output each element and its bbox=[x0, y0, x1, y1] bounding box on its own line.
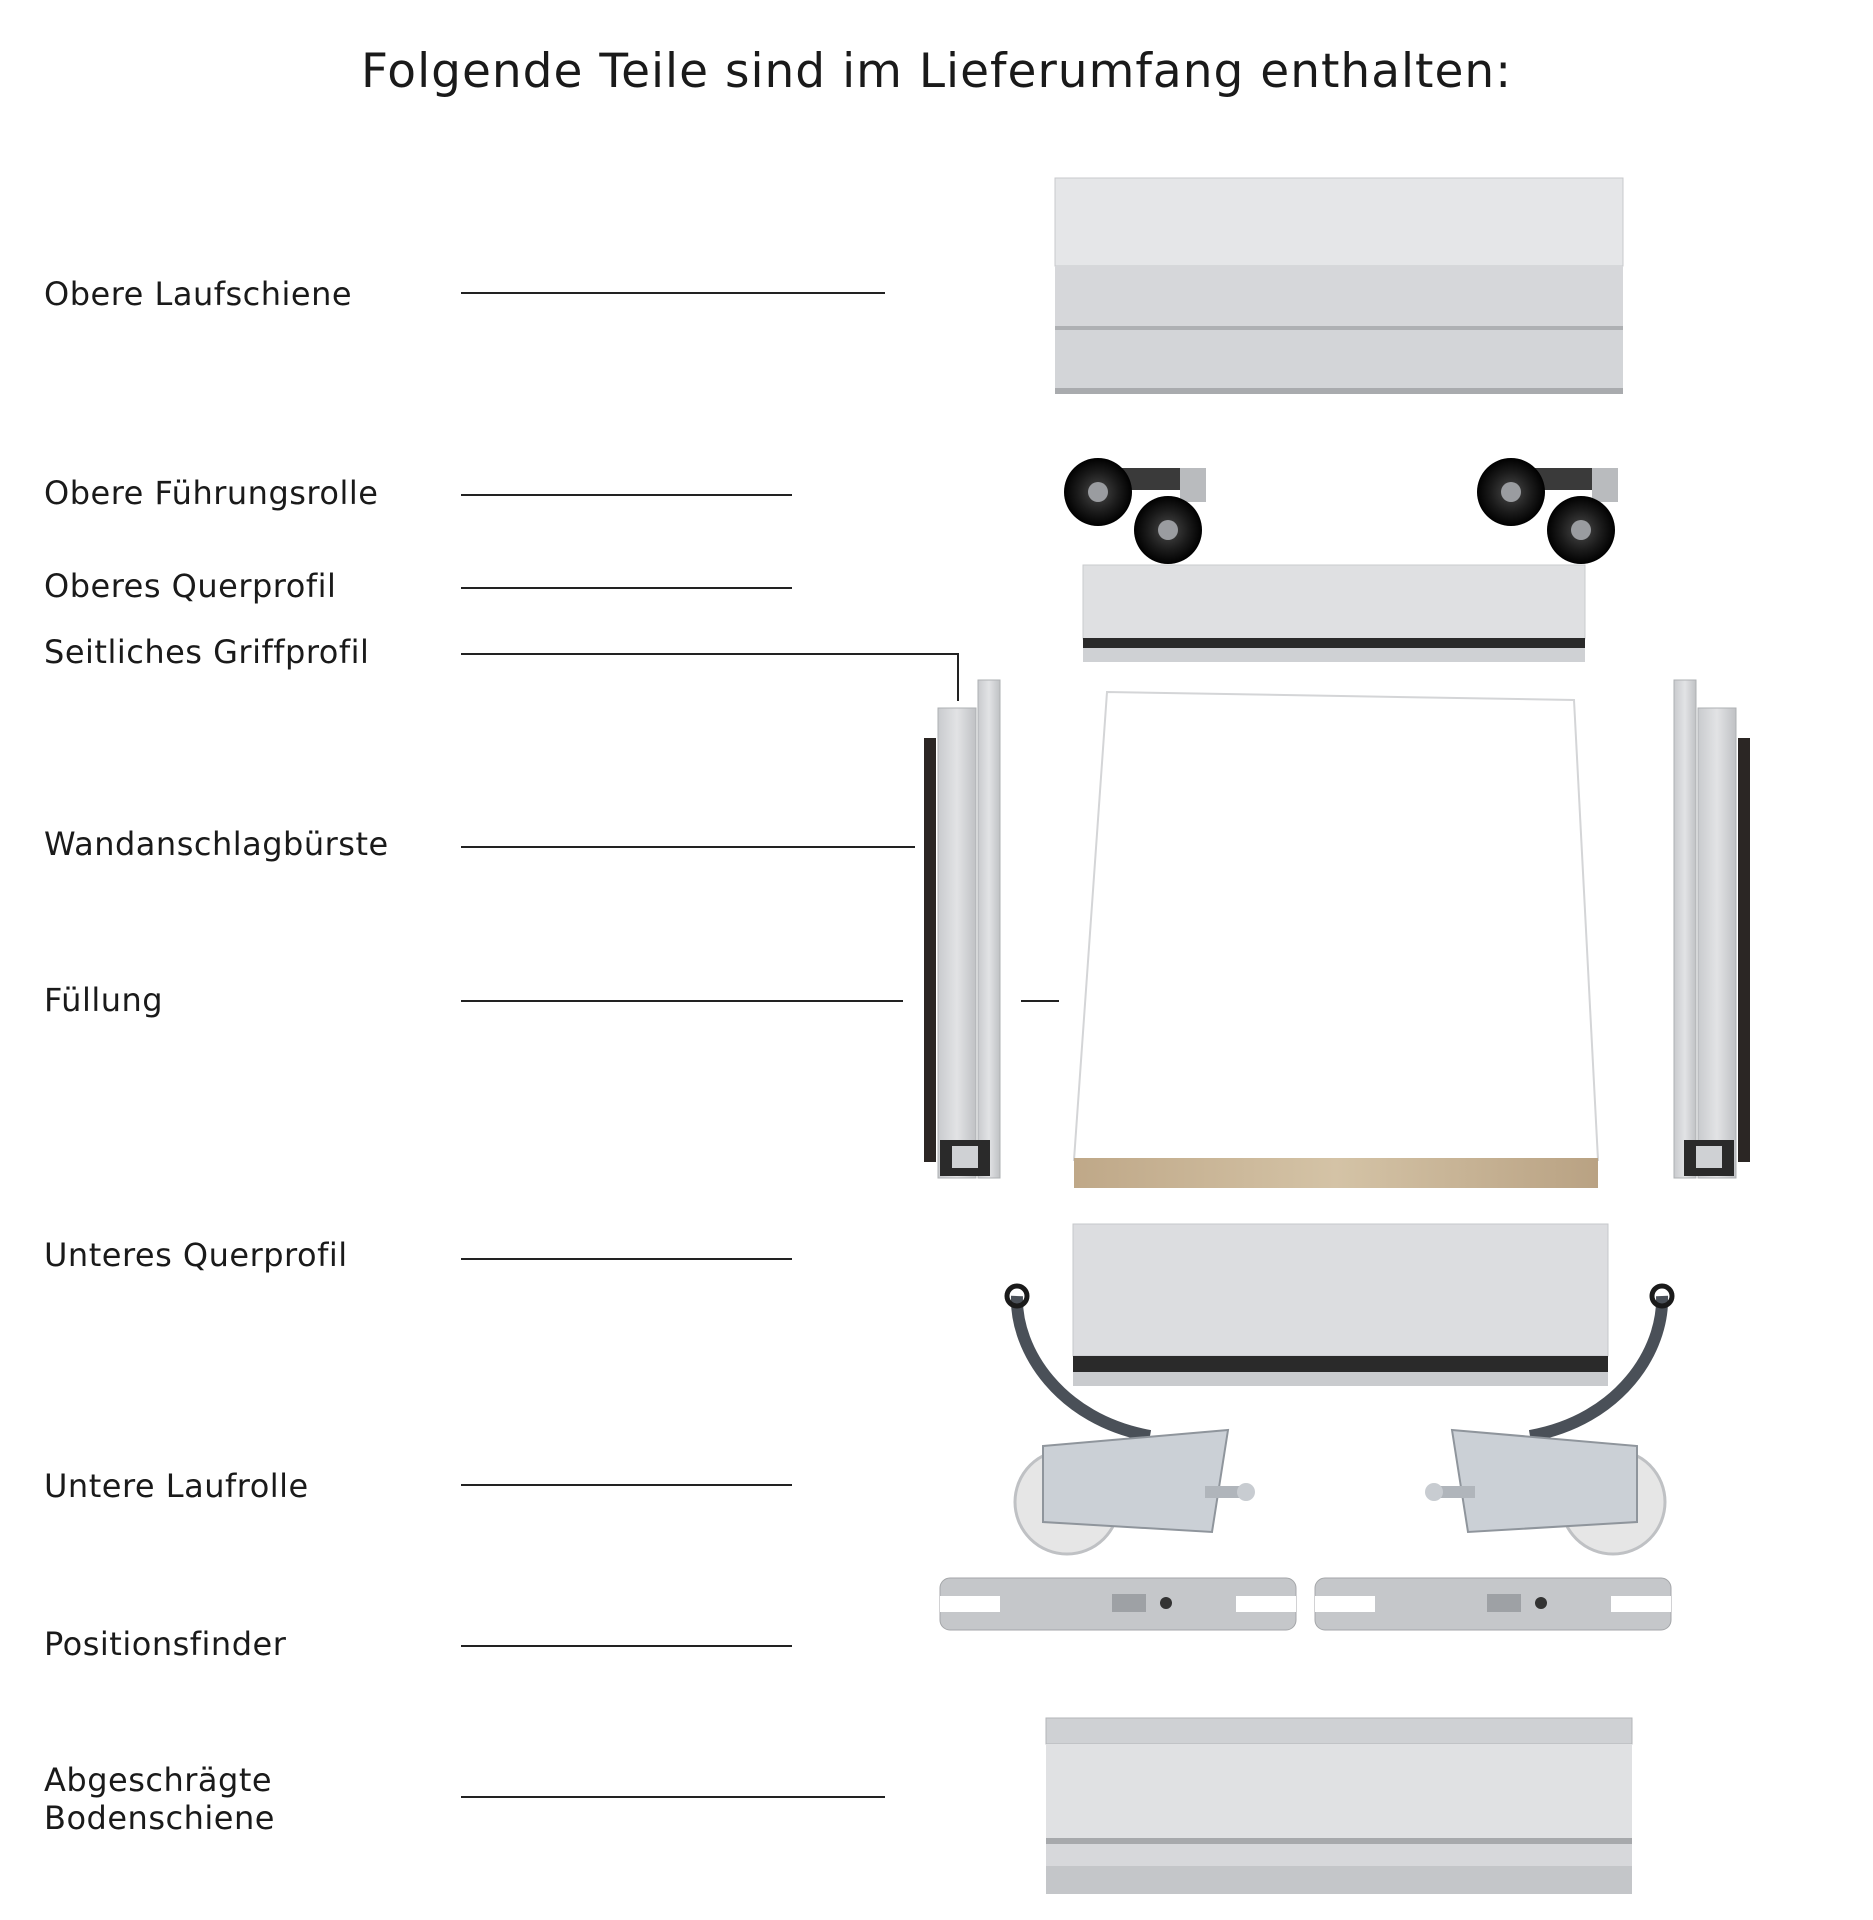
positionsfinder-right bbox=[1315, 1578, 1671, 1630]
obere-fuehrungsrolle-right bbox=[1477, 458, 1618, 564]
seitliches-griffprofil-left bbox=[924, 680, 1000, 1178]
label-positionsfinder: Positionsfinder bbox=[44, 1625, 287, 1663]
obere-laufschiene-image bbox=[1055, 178, 1623, 394]
label-line-1: Abgeschrägte bbox=[44, 1761, 273, 1799]
abgeschraegte-bodenschiene-image bbox=[1046, 1718, 1632, 1894]
obere-fuehrungsrolle-left bbox=[1064, 458, 1206, 564]
unteres-querprofil-image bbox=[1073, 1224, 1608, 1386]
label-seitliches-griffprofil: Seitliches Griffprofil bbox=[44, 633, 370, 671]
label-obere-laufschiene: Obere Laufschiene bbox=[44, 275, 353, 313]
label-line-2: Bodenschiene bbox=[44, 1799, 275, 1837]
label-fuellung: Füllung bbox=[44, 981, 164, 1019]
label-oberes-querprofil: Oberes Querprofil bbox=[44, 567, 337, 605]
label-untere-laufrolle: Untere Laufrolle bbox=[44, 1467, 309, 1505]
label-unteres-querprofil: Unteres Querprofil bbox=[44, 1236, 348, 1274]
page-title: Folgende Teile sind im Lieferumfang enthalten: bbox=[360, 44, 1513, 99]
label-obere-fuehrungsrolle: Obere Führungsrolle bbox=[44, 474, 379, 512]
fuellung-panel bbox=[1074, 692, 1598, 1188]
label-wandanschlagbuerste: Wandanschlagbürste bbox=[44, 825, 389, 863]
positionsfinder-left bbox=[940, 1578, 1296, 1630]
seitliches-griffprofil-right bbox=[1674, 680, 1750, 1178]
oberes-querprofil-image bbox=[1083, 565, 1585, 662]
